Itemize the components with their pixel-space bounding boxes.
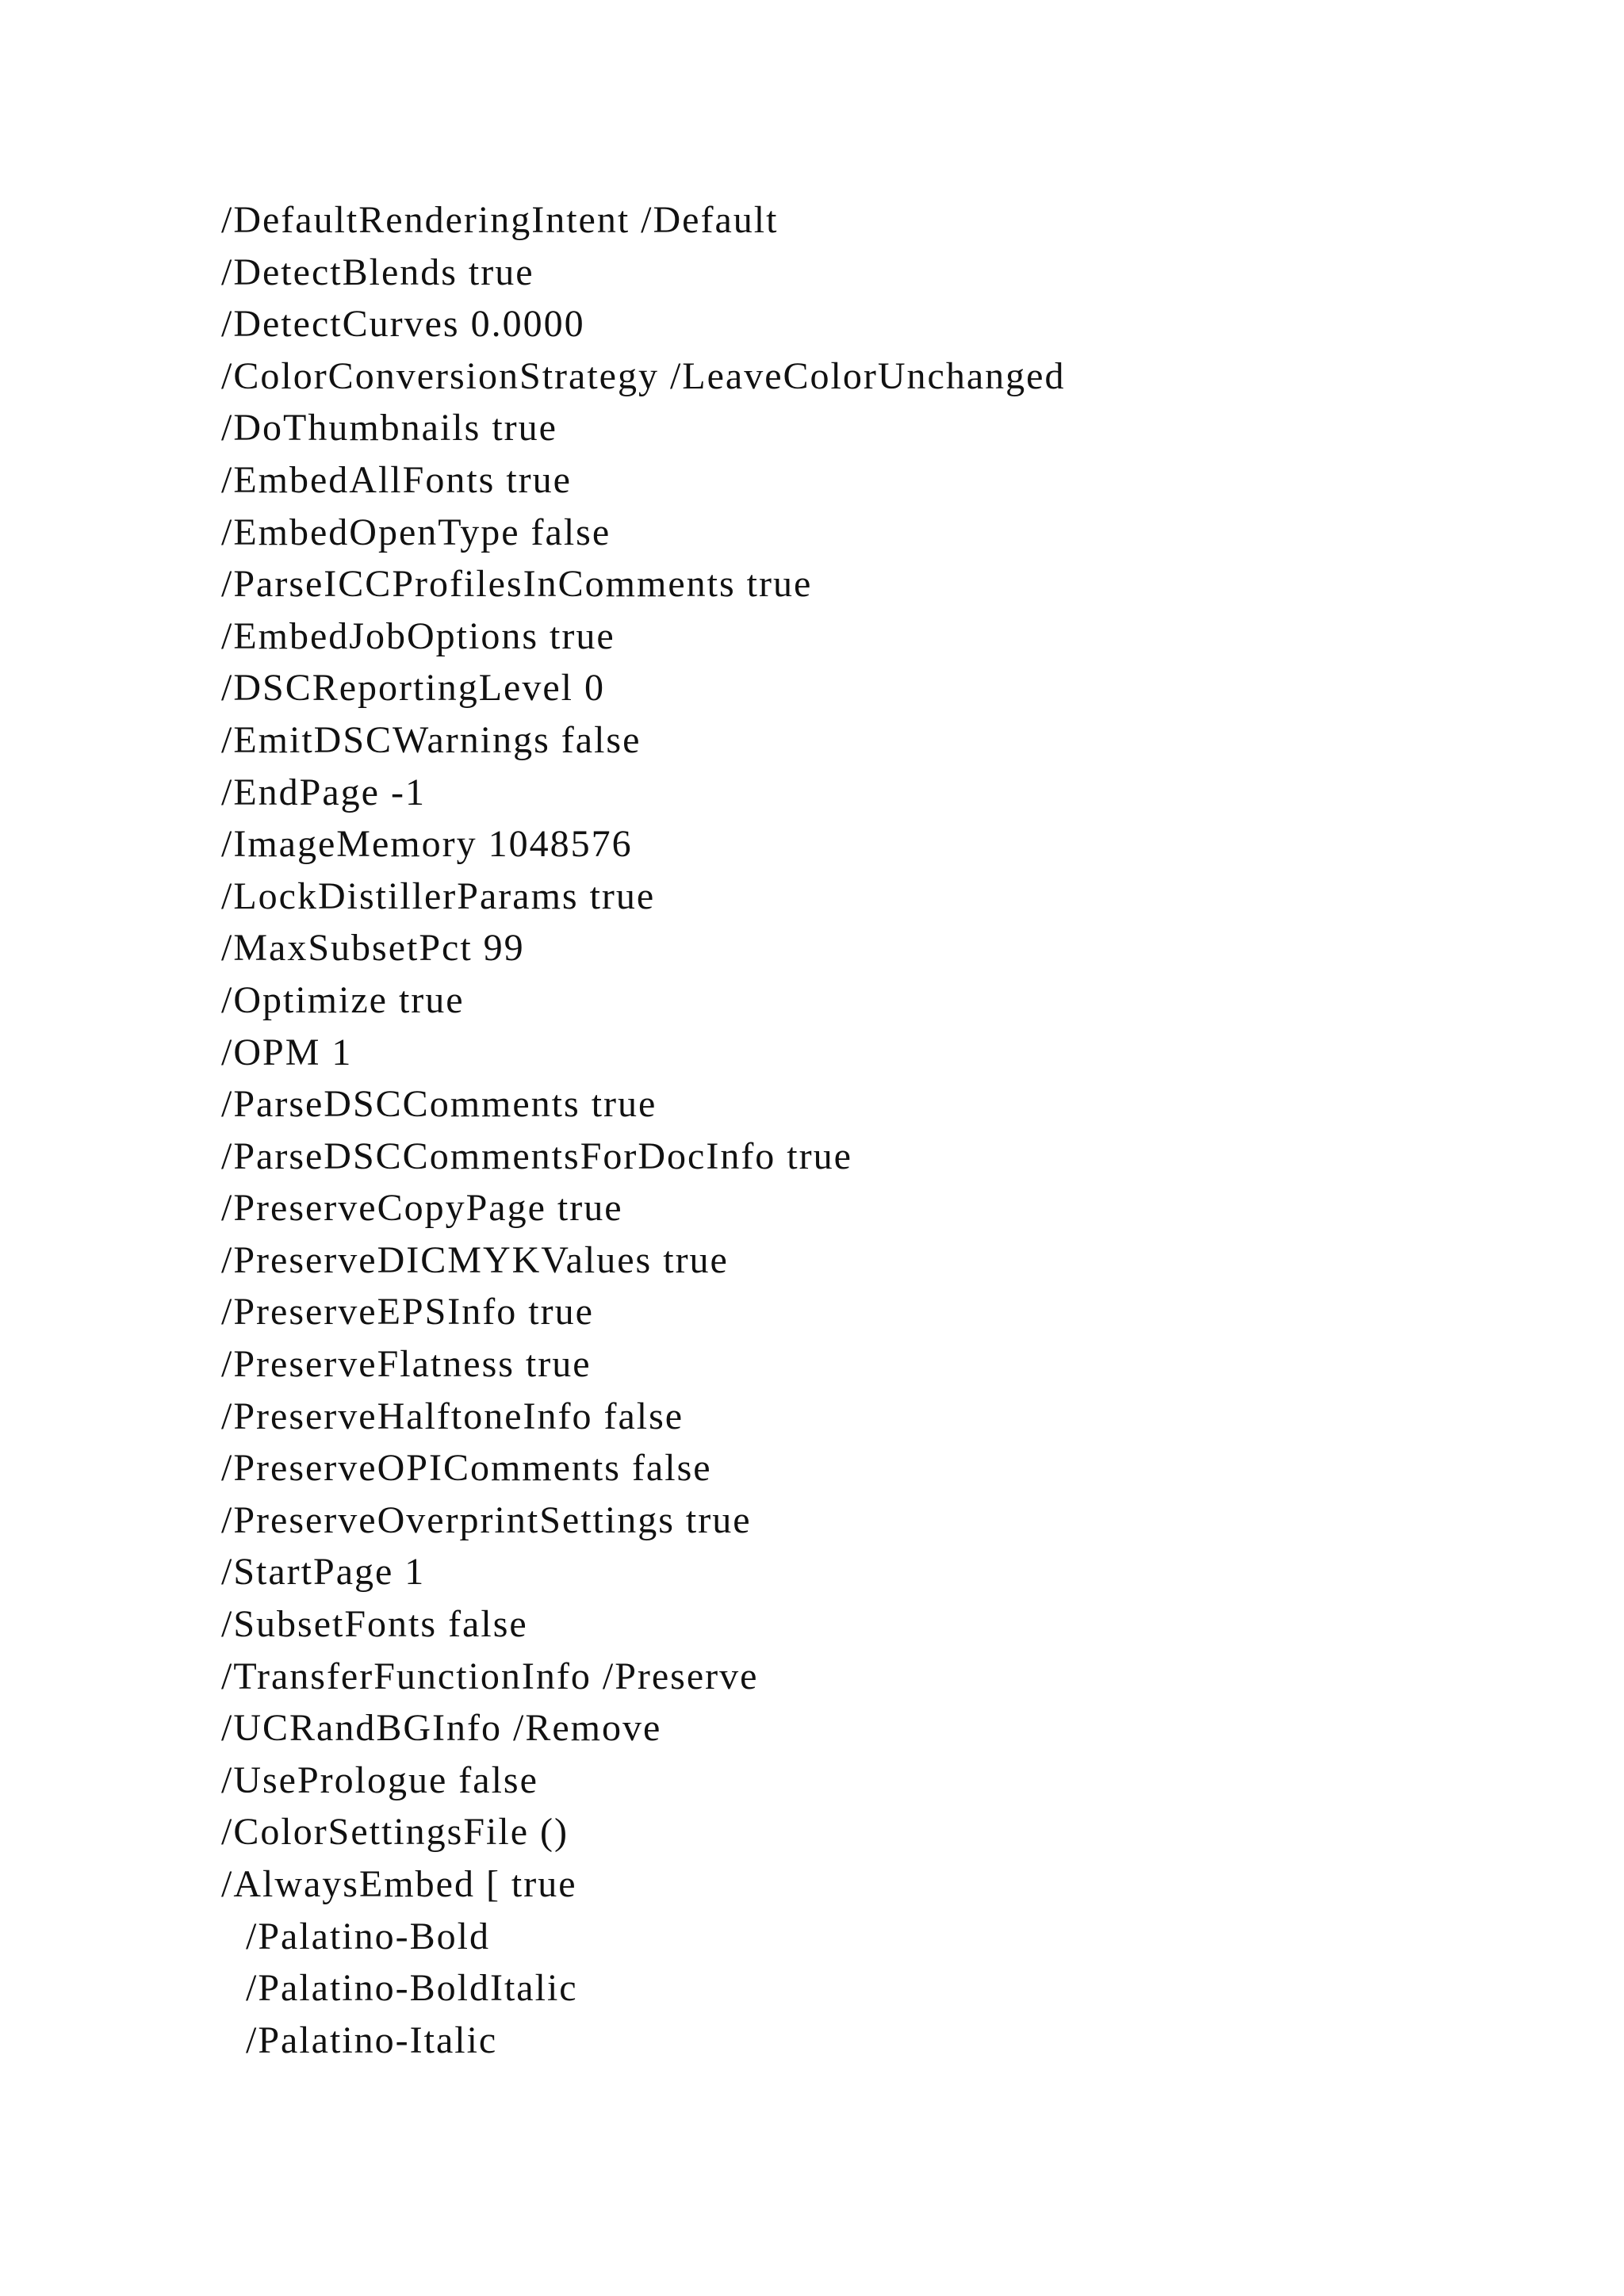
distiller-params-text: [221, 194, 1065, 2066]
text-line: /ColorConversionStrategy /LeaveColorUnchanged: [221, 354, 1066, 397]
text-line: /UsePrologue false: [221, 1758, 538, 1801]
text-line: /ImageMemory 1048576: [221, 823, 633, 866]
text-line: /SubsetFonts false: [221, 1603, 528, 1646]
font-list-item: /Palatino-Bold: [246, 1915, 490, 1957]
text-line: /EmitDSCWarnings false: [221, 718, 642, 761]
text-line: /DetectBlends true: [221, 251, 534, 293]
text-line: /ParseDSCComments true: [221, 1083, 657, 1126]
text-line: /TransferFunctionInfo /Preserve: [221, 1655, 759, 1697]
text-line: /EndPage -1: [221, 771, 426, 813]
text-line: /DoThumbnails true: [221, 407, 557, 450]
text-line: /PreserveOPIComments false: [221, 1447, 712, 1490]
text-line: /PreserveFlatness true: [221, 1343, 592, 1386]
text-line: /ParseDSCCommentsForDocInfo true: [221, 1135, 852, 1177]
text-line: /LockDistillerParams true: [221, 874, 656, 917]
text-line: /ColorSettingsFile (): [221, 1811, 569, 1854]
font-list-item: /Palatino-BoldItalic: [246, 1967, 578, 2010]
text-line: /EmbedAllFonts true: [221, 458, 572, 501]
text-line: /DSCReportingLevel 0: [221, 667, 605, 710]
text-line: /PreserveOverprintSettings true: [221, 1498, 752, 1541]
text-line: /PreserveEPSInfo true: [221, 1291, 594, 1334]
text-line: /StartPage 1: [221, 1551, 426, 1594]
font-list-item: /Palatino-Italic: [246, 2019, 498, 2061]
text-line: /AlwaysEmbed [ true: [221, 1863, 577, 1905]
text-line: /MaxSubsetPct 99: [221, 927, 525, 970]
text-line: /DetectCurves 0.0000: [221, 303, 585, 346]
text-line: /PreserveCopyPage true: [221, 1187, 623, 1230]
text-line: /ParseICCProfilesInComments true: [221, 563, 813, 606]
text-line: /DefaultRenderingIntent /Default: [221, 199, 779, 241]
text-line: /Optimize true: [221, 978, 465, 1021]
text-line: /PreserveDICMYKValues true: [221, 1238, 729, 1281]
text-line: /UCRandBGInfo /Remove: [221, 1707, 662, 1750]
text-line: /EmbedJobOptions true: [221, 614, 615, 657]
text-line: /OPM 1: [221, 1031, 353, 1073]
text-line: /PreserveHalftoneInfo false: [221, 1395, 684, 1437]
text-line: /EmbedOpenType false: [221, 511, 611, 553]
